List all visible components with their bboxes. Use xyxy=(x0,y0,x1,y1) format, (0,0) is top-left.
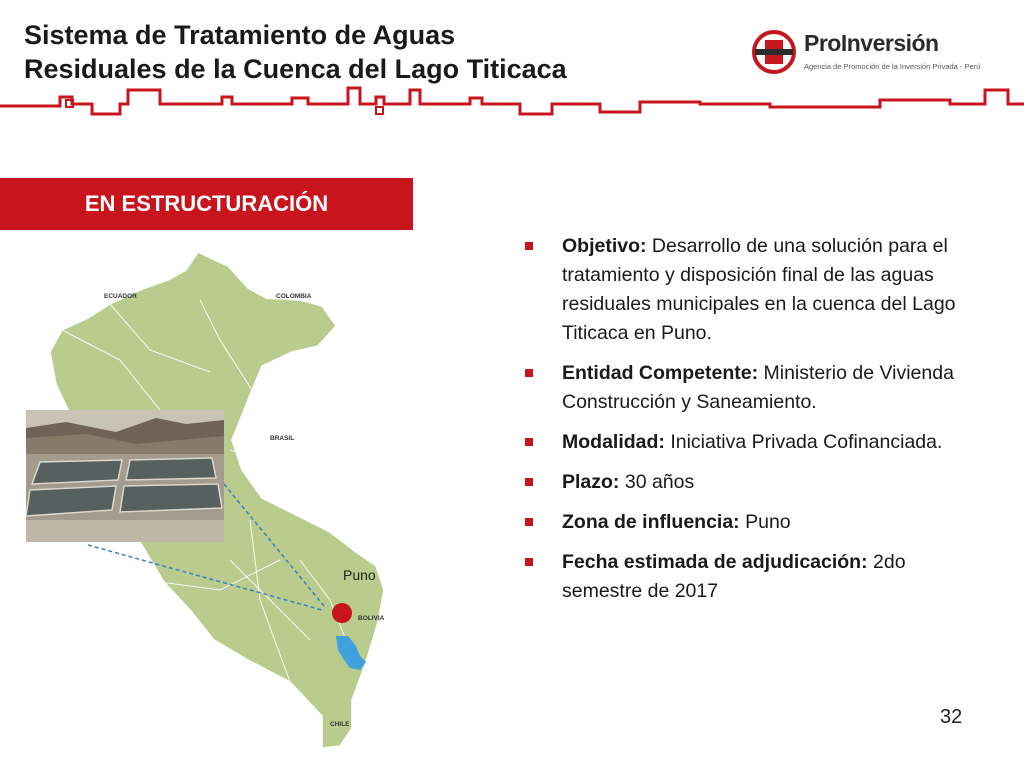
bullet-square-icon xyxy=(525,478,533,486)
bullet-entidad xyxy=(520,359,980,417)
bullet-square-icon xyxy=(525,242,533,250)
treatment-plant-photo xyxy=(26,410,224,542)
bullet-square-icon xyxy=(525,369,533,377)
logo-subtitle: Agencia de Promoción de la Inversión Privada - Perú xyxy=(804,62,981,71)
label-chile: CHILE xyxy=(330,721,350,728)
slide-title-line-2: Residuales de la Cuenca del Lago Titicaca xyxy=(24,54,567,84)
label-colombia: COLOMBIA xyxy=(276,293,312,300)
bullet-label: Objetivo: xyxy=(562,235,647,257)
proinversion-logo-icon xyxy=(752,30,796,74)
puno-label: Puno xyxy=(343,567,376,583)
bullet-square-icon xyxy=(525,438,533,446)
slide-title-line-1: Sistema de Tratamiento de Aguas xyxy=(24,20,456,50)
bullet-label: Entidad Competente: xyxy=(562,362,759,384)
bullet-label: Fecha estimada de adjudicación: xyxy=(562,551,868,573)
logo-name: ProInversión xyxy=(804,30,939,56)
proinversion-logo xyxy=(752,28,982,78)
bullet-text: 2do semestre de 2017 xyxy=(562,551,906,602)
page-number: 32 xyxy=(940,706,963,728)
status-banner: EN ESTRUCTURACIÓN xyxy=(0,178,413,230)
bullet-label: Modalidad: xyxy=(562,431,665,453)
bullet-text: Ministerio de Vivienda Construcción y Saneamiento. xyxy=(562,362,954,413)
bullet-text: Desarrollo de una solución para el tratamiento y disposición final de las aguas residuales municipales en la cuenca del Lago Titicaca en Puno. xyxy=(562,235,956,344)
slide-title xyxy=(24,18,604,86)
bullet-text: Iniciativa Privada Cofinanciada. xyxy=(664,431,943,453)
bullet-modalidad xyxy=(520,428,980,457)
bullet-objetivo xyxy=(520,232,980,348)
bullet-label: Plazo: xyxy=(562,471,620,493)
label-bolivia: BOLIVIA xyxy=(358,615,385,622)
puno-location-marker xyxy=(332,603,352,623)
label-ecuador: ECUADOR xyxy=(104,293,137,300)
bullet-text: 30 años xyxy=(619,471,695,493)
project-details-list xyxy=(520,232,980,617)
bullet-square-icon xyxy=(525,558,533,566)
bullet-fecha xyxy=(520,548,980,606)
label-brasil: BRASIL xyxy=(270,435,295,442)
bullet-zona xyxy=(520,508,980,537)
bullet-text: Puno xyxy=(739,511,791,533)
bullet-square-icon xyxy=(525,518,533,526)
bullet-plazo xyxy=(520,468,980,497)
header-skyline-decoration xyxy=(0,80,1024,125)
bullet-label: Zona de influencia: xyxy=(562,511,740,533)
